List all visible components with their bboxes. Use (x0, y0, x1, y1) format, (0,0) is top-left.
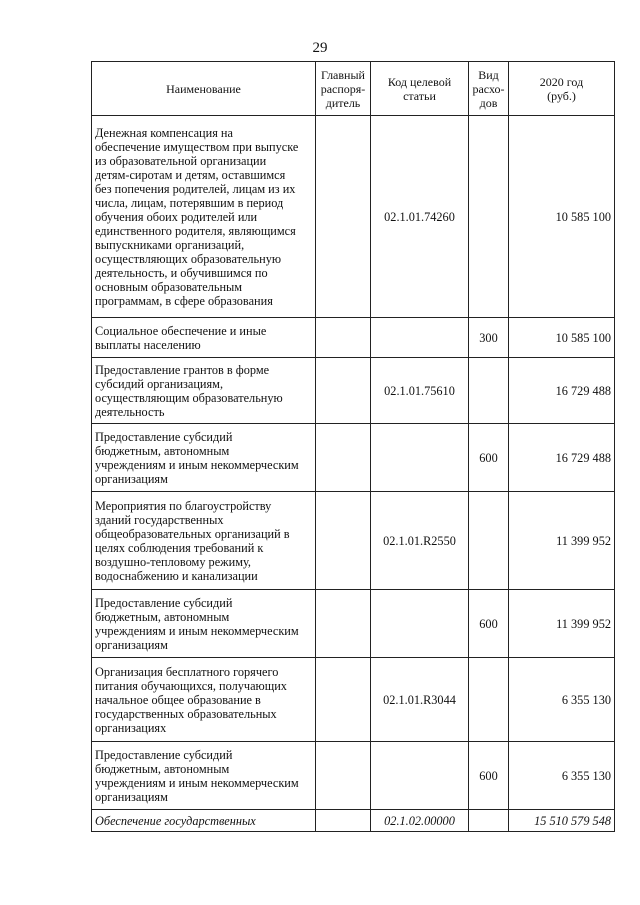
table-row (92, 590, 615, 658)
row-amount: 11 399 952 (509, 590, 615, 658)
budget-table (91, 61, 615, 832)
row-code (371, 742, 469, 810)
table-row (92, 358, 615, 424)
table-header-row (92, 62, 615, 116)
row-name: Предоставление субсидий бюджетным, автономным учреждениям и иным некоммерческим организациям (92, 424, 316, 492)
row-code: 02.1.01.74260 (371, 116, 469, 318)
row-manager (316, 424, 371, 492)
page-number: 29 (312, 40, 328, 56)
table-row (92, 318, 615, 358)
row-type: 300 (469, 318, 509, 358)
row-amount: 16 729 488 (509, 358, 615, 424)
row-name: Предоставление грантов в форме субсидий организациям, осуществляющим образовательную деятельность (92, 358, 316, 424)
row-manager (316, 116, 371, 318)
row-type (469, 358, 509, 424)
row-type: 600 (469, 742, 509, 810)
row-amount: 15 510 579 548 (509, 810, 615, 832)
row-code (371, 590, 469, 658)
row-code (371, 318, 469, 358)
row-manager (316, 358, 371, 424)
row-amount: 11 399 952 (509, 492, 615, 590)
row-manager (316, 810, 371, 832)
row-type (469, 658, 509, 742)
row-type: 600 (469, 590, 509, 658)
row-name: Социальное обеспечение и иные выплаты населению (92, 318, 316, 358)
row-type (469, 116, 509, 318)
row-code: 02.1.01.75610 (371, 358, 469, 424)
table-row (92, 492, 615, 590)
table-row (92, 424, 615, 492)
row-type (469, 492, 509, 590)
row-name: Предоставление субсидий бюджетным, автономным учреждениям и иным некоммерческим организациям (92, 590, 316, 658)
table-row (92, 658, 615, 742)
row-code: 02.1.02.00000 (371, 810, 469, 832)
row-code (371, 424, 469, 492)
row-amount: 6 355 130 (509, 742, 615, 810)
row-manager (316, 590, 371, 658)
row-manager (316, 742, 371, 810)
row-amount: 10 585 100 (509, 318, 615, 358)
table-row (92, 116, 615, 318)
header-amount: 2020 год (руб.) (509, 62, 615, 116)
row-code: 02.1.01.R3044 (371, 658, 469, 742)
row-manager (316, 492, 371, 590)
row-name: Обеспечение государственных (92, 810, 316, 832)
row-manager (316, 318, 371, 358)
row-code: 02.1.01.R2550 (371, 492, 469, 590)
row-amount: 6 355 130 (509, 658, 615, 742)
header-name: Наименование (92, 62, 316, 116)
row-name: Предоставление субсидий бюджетным, автономным учреждениям и иным некоммерческим организациям (92, 742, 316, 810)
row-type (469, 810, 509, 832)
row-name: Денежная компенсация на обеспечение имуществом при выпуске из образовательной организации детям-сиротам и детям, оставшимся без попечения родителей, лицам из их числа, лицам, потерявшим в период обучения обоих родителей или единственного родителя, являющимся выпускниками организаций, осуществляющих образовательную деятельность, и обучившимся по основным образовательным программам, в сфере образования (92, 116, 316, 318)
header-manager: Главный распоря- дитель (316, 62, 371, 116)
header-code: Код целевой статьи (371, 62, 469, 116)
row-type: 600 (469, 424, 509, 492)
row-name: Мероприятия по благоустройству зданий государственных общеобразовательных организаций в целях соблюдения требований к воздушно-тепловому режиму, водоснабжению и канализации (92, 492, 316, 590)
row-manager (316, 658, 371, 742)
table-row (92, 810, 615, 832)
row-name: Организация бесплатного горячего питания обучающихся, получающих начальное общее образование в государственных образовательных организациях (92, 658, 316, 742)
row-amount: 10 585 100 (509, 116, 615, 318)
table-row (92, 742, 615, 810)
row-amount: 16 729 488 (509, 424, 615, 492)
header-type: Вид расхо- дов (469, 62, 509, 116)
